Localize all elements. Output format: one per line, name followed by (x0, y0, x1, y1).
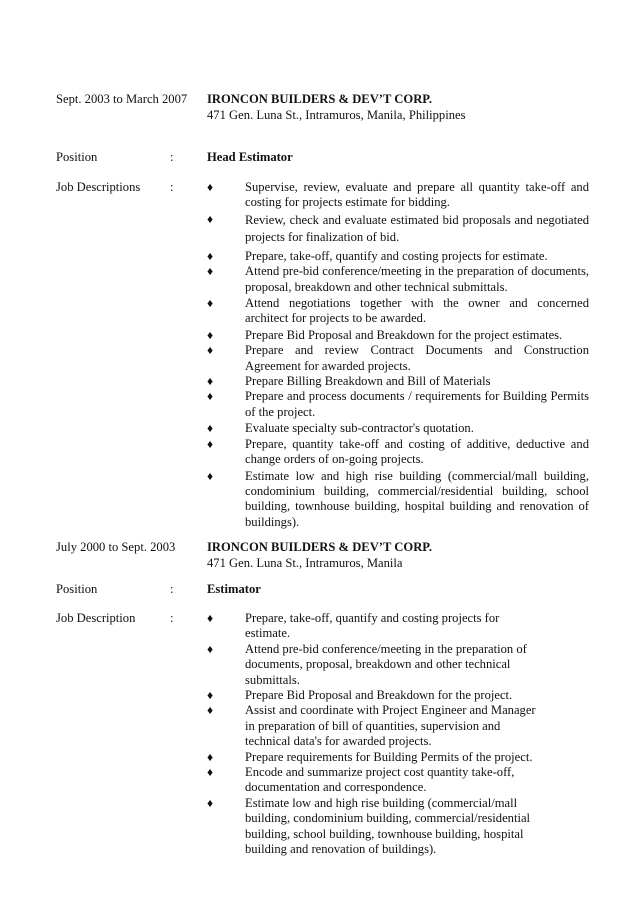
diamond-bullet-icon: ♦ (207, 611, 214, 625)
duty-item (207, 328, 589, 343)
duty-item (207, 611, 547, 642)
diamond-bullet-icon: ♦ (207, 688, 214, 703)
diamond-bullet-icon: ♦ (207, 389, 214, 404)
diamond-bullet-icon: ♦ (207, 703, 214, 718)
diamond-bullet-icon: ♦ (207, 765, 214, 780)
diamond-bullet-icon: ♦ (207, 374, 214, 389)
job-description-label: Job Descriptions (56, 180, 141, 194)
company-address: 471 Gen. Luna St., Intramuros, Manila, Philippines (207, 108, 466, 122)
diamond-bullet-icon: ♦ (207, 436, 214, 451)
duty-text: Prepare, take-off, quantify and costing projects for estimate. (245, 611, 500, 641)
diamond-bullet-icon: ♦ (207, 211, 214, 226)
position-colon: : (170, 150, 174, 164)
duty-item (207, 389, 589, 420)
duty-text: Attend pre-bid conference/meeting in the preparation of documents, proposal, breakdown and other technical submittals. (245, 641, 527, 687)
diamond-bullet-icon: ♦ (207, 749, 214, 764)
position-label: Position (56, 582, 98, 596)
duty-text: Encode and summarize project cost quantity take-off, documentation and correspondence. (245, 765, 515, 795)
duty-text: Estimate low and high rise building (commercial/mall building, condominium building, commercial/residential building, school building, townhouse building, hospital building and renovation of buildings). (245, 795, 531, 857)
duty-text: Evaluate specialty sub-contractor's quotation. (245, 421, 474, 436)
duty-text: Estimate low and high rise building (commercial/mall building, condominium building, commercial/residential building, school building, townhouse building, hospital building and renovation of buildings). (245, 468, 589, 529)
company-name: IRONCON BUILDERS & DEV’T CORP. (207, 92, 432, 106)
duty-item (207, 796, 547, 858)
duty-text: Assist and coordinate with Project Engineer and Manager in preparation of bill of quantities, supervision and technical data's for awarded projects. (245, 703, 536, 749)
employment-period: Sept. 2003 to March 2007 (56, 92, 188, 106)
duty-item (207, 437, 589, 468)
duty-item (207, 249, 589, 264)
duty-item (207, 343, 589, 374)
duty-item (207, 765, 547, 796)
company-name: IRONCON BUILDERS & DEV’T CORP. (207, 540, 432, 554)
diamond-bullet-icon: ♦ (207, 327, 214, 342)
duty-item (207, 688, 547, 703)
duty-item (207, 750, 547, 765)
duty-item (207, 212, 589, 246)
duty-text: Supervise, review, evaluate and prepare all quantity take-off and costing for projects estimate for bidding. (245, 180, 589, 210)
duty-item (207, 296, 589, 327)
duty-text: Prepare Bid Proposal and Breakdown for the project estimates. (245, 327, 563, 342)
duty-text: Attend pre-bid conference/meeting in the preparation of documents, proposal, breakdown and other technical submittals. (245, 264, 589, 294)
duty-text: Attend negotiations together with the owner and concerned architect for projects to be awarded. (245, 296, 589, 326)
duty-item (207, 264, 589, 295)
company-address: 471 Gen. Luna St., Intramuros, Manila (207, 556, 403, 570)
duty-item (207, 703, 547, 749)
duty-text: Prepare, take-off, quantify and costing projects for estimate. (245, 248, 548, 263)
duty-item (207, 180, 589, 211)
diamond-bullet-icon: ♦ (207, 180, 214, 194)
duty-text: Prepare requirements for Building Permits of the project. (245, 749, 533, 764)
duty-item (207, 469, 589, 531)
diamond-bullet-icon: ♦ (207, 795, 214, 810)
duty-text: Prepare, quantity take-off and costing of additive, deductive and change orders of on-going projects. (245, 436, 589, 467)
job-description-colon: : (170, 611, 174, 625)
job-description-colon: : (170, 180, 174, 194)
position-title: Estimator (207, 582, 261, 596)
diamond-bullet-icon: ♦ (207, 343, 214, 358)
duty-text: Prepare Bid Proposal and Breakdown for the project. (245, 688, 513, 703)
duty-text: Prepare and process documents / requirements for Building Permits of the project. (245, 389, 589, 419)
job-description-label: Job Description (56, 611, 136, 625)
duty-text: Review, check and evaluate estimated bid proposals and negotiated projects for finalization of bid. (245, 212, 589, 244)
diamond-bullet-icon: ♦ (207, 468, 214, 483)
duty-item (207, 374, 589, 389)
duty-item (207, 421, 589, 436)
duty-text: Prepare Billing Breakdown and Bill of Materials (245, 374, 491, 389)
diamond-bullet-icon: ♦ (207, 248, 214, 263)
position-colon: : (170, 582, 174, 596)
duty-text: Prepare and review Contract Documents and Construction Agreement for awarded projects. (245, 343, 589, 373)
duty-item (207, 642, 547, 688)
employment-period: July 2000 to Sept. 2003 (56, 540, 176, 554)
diamond-bullet-icon: ♦ (207, 421, 214, 436)
duty-list (207, 180, 589, 530)
position-title: Head Estimator (207, 150, 293, 164)
position-label: Position (56, 150, 98, 164)
diamond-bullet-icon: ♦ (207, 641, 214, 656)
diamond-bullet-icon: ♦ (207, 264, 214, 279)
diamond-bullet-icon: ♦ (207, 296, 214, 311)
duty-list (207, 611, 547, 858)
